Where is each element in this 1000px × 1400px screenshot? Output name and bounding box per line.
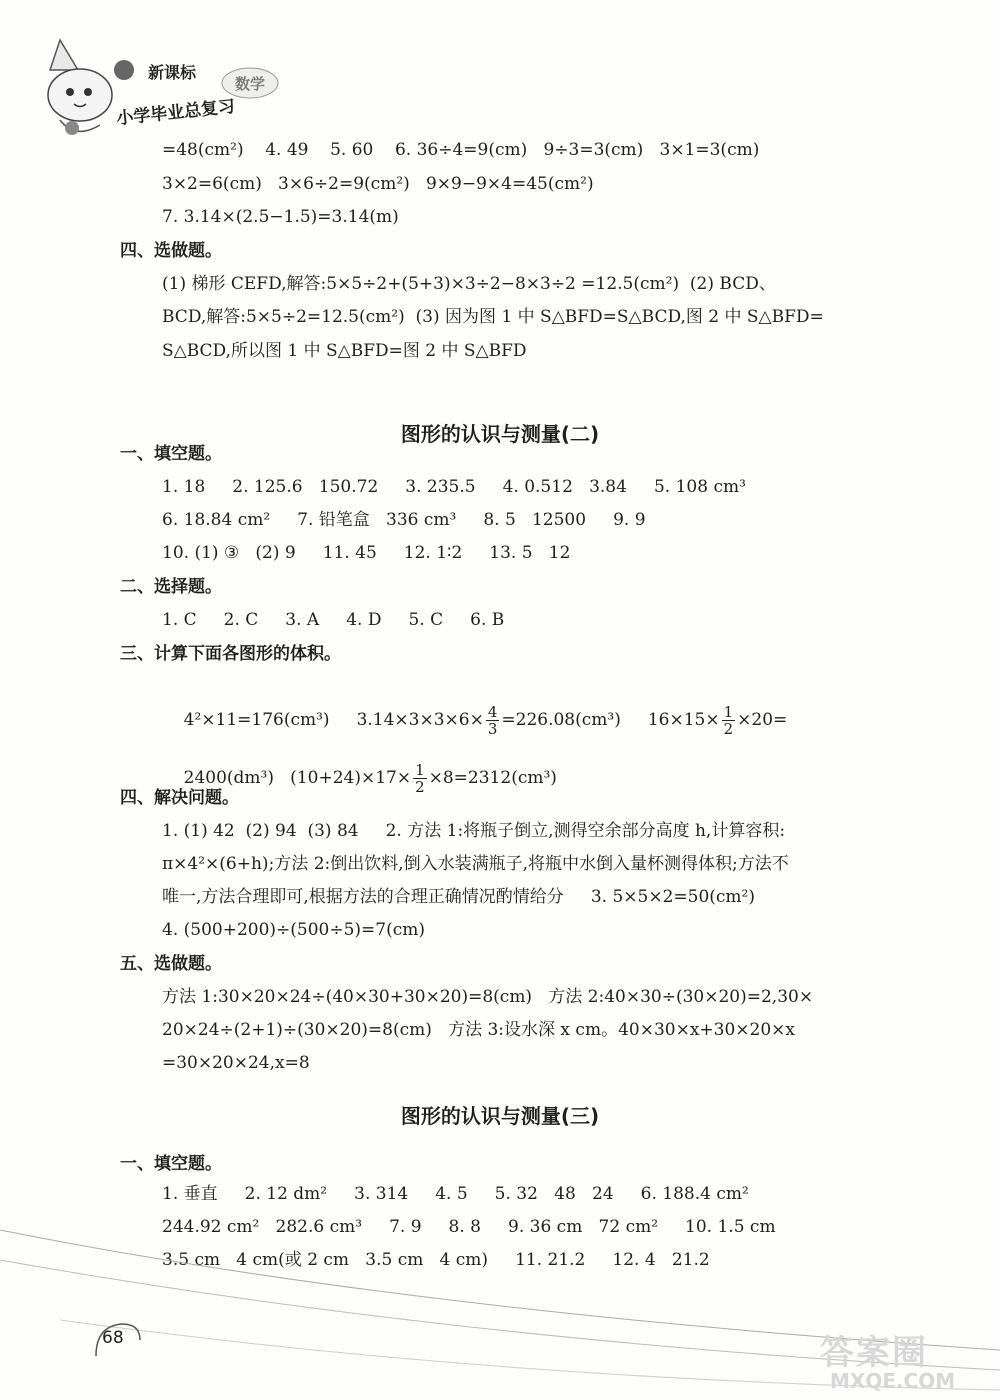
watermark: [800, 1325, 990, 1395]
answer-line: =48(cm²) 4. 49 5. 60 6. 36÷4=9(cm) 9÷3=3(cm) 3×1=3(cm): [162, 140, 760, 160]
series-label: 新课标: [148, 63, 197, 82]
answer-line: 3×2=6(cm) 3×6÷2=9(cm²) 9×9−9×4=45(cm²): [162, 174, 594, 194]
answer-line: 1. C 2. C 3. A 4. D 5. C 6. B: [162, 610, 505, 630]
section-heading: 一、填空题。: [120, 1154, 222, 1174]
volume-line: 2400(dm³) (10+24)×17× $\frac{1}{2}$ ×8=2312(cm³): [183, 761, 557, 796]
page-number: [92, 1320, 144, 1360]
section-heading: 一、填空题。: [120, 444, 222, 464]
answer-line: 1. (1) 42 (2) 94 (3) 84 2. 方法 1:将瓶子倒立,测得空余部分高度 h,计算容积:: [162, 821, 786, 841]
answer-line: S△BCD,所以图 1 中 S△BFD=图 2 中 S△BFD: [162, 341, 527, 361]
watermark-main: 答案圈: [820, 1333, 928, 1373]
answer-line: (1) 梯形 CEFD,解答:5×5÷2+(5+3)×3÷2−8×3÷2 =12.5(cm²) (2) BCD、: [162, 274, 776, 294]
fraction: $\frac{1}{2}$: [415, 761, 425, 796]
section-heading: 四、选做题。: [120, 241, 222, 261]
section-title: 图形的认识与测量(三): [400, 1104, 600, 1128]
section-heading: 三、计算下面各图形的体积。: [120, 644, 341, 664]
answer-line: 6. 18.84 cm² 7. 铅笔盒 336 cm³ 8. 5 12500 9. 9: [162, 510, 646, 530]
answer-line: 1. 垂直 2. 12 dm² 3. 314 4. 5 5. 32 48 24 6. 188.4 cm²: [162, 1184, 749, 1204]
volume-line: 4²×11=176(cm³) 3.14×3×3×6× $\frac{4}{3}$ =226.08(cm³) 16×15× $\frac{1}{2}$ ×20=: [183, 703, 788, 738]
answer-line: 方法 1:30×20×24÷(40×30+30×20)=8(cm) 方法 2:40×30÷(30×20)=2,30×: [162, 987, 814, 1007]
answer-line: π×4²×(6+h);方法 2:倒出饮料,倒入水装满瓶子,将瓶中水倒入量杯测得体积;方法不: [162, 854, 789, 874]
fraction: $\frac{4}{3}$: [487, 703, 498, 738]
answer-line: 244.92 cm² 282.6 cm³ 7. 9 8. 8 9. 36 cm 72 cm² 10. 1.5 cm: [162, 1217, 776, 1237]
section-heading: 五、选做题。: [120, 954, 222, 974]
answer-line: 3.5 cm 4 cm(或 2 cm 3.5 cm 4 cm) 11. 21.2 12. 4 21.2: [162, 1250, 710, 1270]
header-brand: [30, 30, 300, 150]
fraction: $\frac{1}{2}$: [723, 703, 734, 738]
answer-line: 20×24÷(2+1)÷(30×20)=8(cm) 方法 3:设水深 x cm。40×30×x+30×20×x: [162, 1020, 795, 1040]
book-title: 小学毕业总复习: [115, 96, 236, 130]
answer-line: =30×20×24,x=8: [162, 1053, 310, 1073]
answer-line: 1. 18 2. 125.6 150.72 3. 235.5 4. 0.512 3.84 5. 108 cm³: [162, 477, 746, 497]
answer-line: 唯一,方法合理即可,根据方法的合理正确情况酌情给分 3. 5×5×2=50(cm²): [162, 887, 755, 907]
badge-text: 数学: [234, 75, 266, 93]
answer-line: 10. (1) ③ (2) 9 11. 45 12. 1∶2 13. 5 12: [162, 543, 571, 563]
answer-line: 4. (500+200)÷(500÷5)=7(cm): [162, 920, 426, 940]
answer-line: 7. 3.14×(2.5−1.5)=3.14(m): [162, 207, 399, 227]
answer-line: BCD,解答:5×5÷2=12.5(cm²) (3) 因为图 1 中 S△BFD=S△BCD,图 2 中 S△BFD=: [162, 307, 824, 327]
section-heading: 四、解决问题。: [120, 788, 239, 808]
badge-icon: [220, 66, 280, 100]
section-heading: 二、选择题。: [120, 577, 222, 597]
mascot-icon: [30, 30, 150, 150]
section-title: 图形的认识与测量(二): [400, 422, 600, 446]
watermark-url: MXQE.COM: [830, 1369, 956, 1393]
page-number-text: 68: [102, 1328, 124, 1348]
